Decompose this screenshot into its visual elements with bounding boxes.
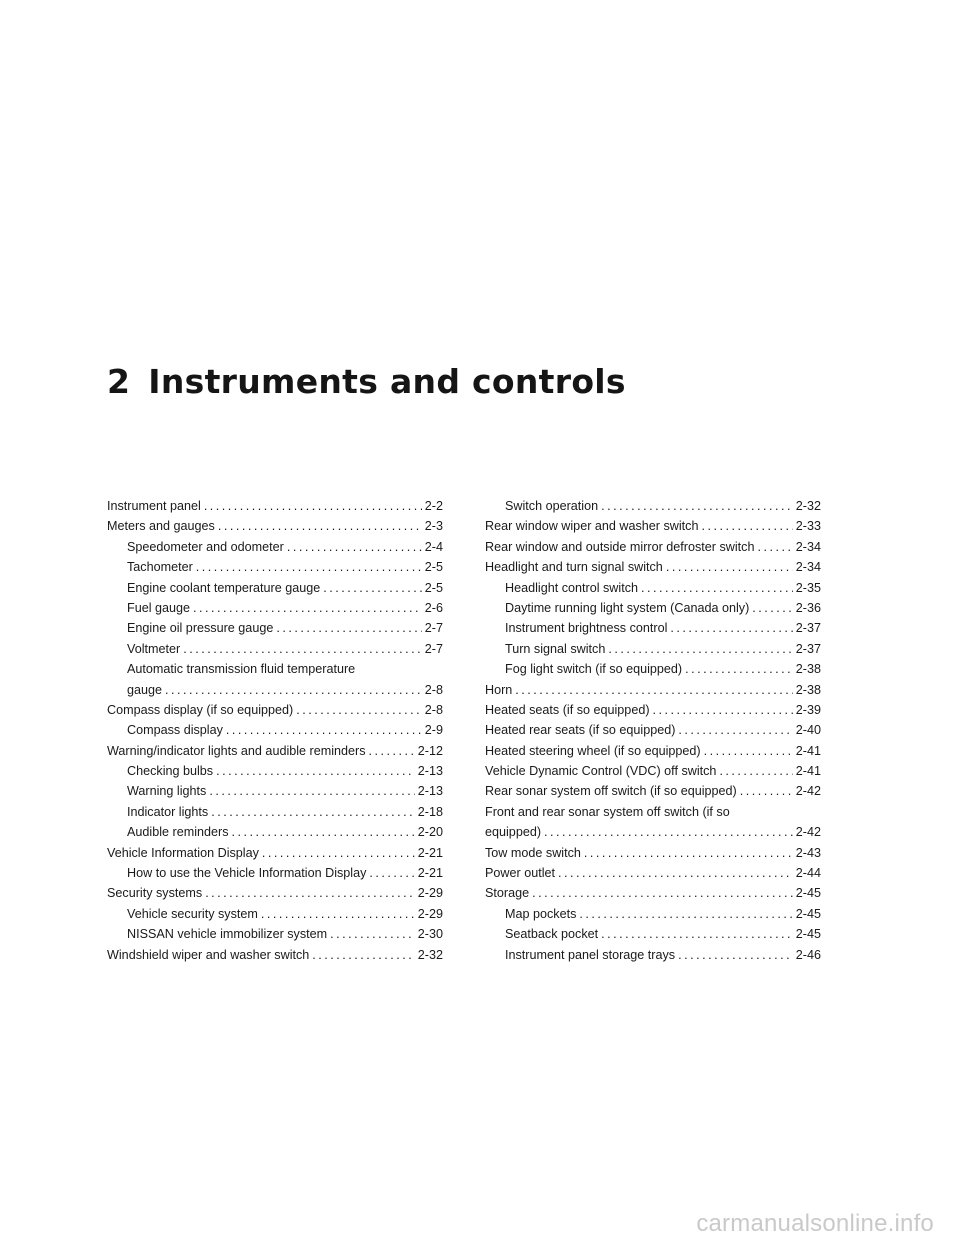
- toc-entry-label: Checking bulbs: [127, 764, 214, 779]
- toc-entry-page: 2-35: [795, 580, 821, 595]
- toc-leader-dots: [204, 496, 422, 516]
- toc-entry-page: 2-42: [795, 825, 821, 840]
- toc-entry-page: 2-2: [424, 499, 443, 513]
- toc-entry[interactable]: [485, 904, 821, 924]
- toc-entry-continued-line: Front and rear sonar system off switch (if so: [485, 804, 730, 819]
- toc-entry[interactable]: [107, 496, 443, 516]
- toc-entry-label: Fog light switch (if so equipped): [505, 662, 683, 677]
- toc-entry[interactable]: [107, 843, 443, 863]
- toc-entry-label: Compass display: [127, 723, 223, 738]
- toc-leader-dots: [704, 741, 793, 761]
- toc-leader-dots: [532, 883, 793, 903]
- toc-entry[interactable]: [485, 883, 821, 903]
- toc-entry-label: Compass display (if so equipped): [107, 702, 294, 717]
- watermark: carmanualsonline.info: [696, 1210, 934, 1237]
- toc-entry-page: 2-7: [424, 641, 443, 656]
- toc-leader-dots: [205, 883, 415, 903]
- chapter-number: 2: [107, 362, 131, 401]
- toc-entry[interactable]: [107, 557, 443, 577]
- toc-entry[interactable]: [485, 843, 821, 863]
- toc-entry-page: 2-42: [795, 784, 821, 799]
- toc-entry[interactable]: [485, 761, 821, 781]
- toc-entry-label: Rear window and outside mirror defroster switch: [485, 539, 755, 554]
- toc-entry[interactable]: [107, 680, 443, 700]
- toc-entry-page: 2-33: [795, 519, 821, 534]
- toc-entry-label: Power outlet: [485, 866, 556, 881]
- toc-leader-dots: [218, 516, 422, 536]
- toc-entry[interactable]: [485, 537, 821, 557]
- toc-entry-label: Instrument panel storage trays: [505, 947, 676, 962]
- toc-entry-label: Speedometer and odometer: [127, 539, 284, 554]
- toc-entry[interactable]: [485, 720, 821, 740]
- toc-entry-page: 2-32: [795, 499, 821, 513]
- toc-entry[interactable]: [107, 720, 443, 740]
- toc-entry[interactable]: [485, 863, 821, 883]
- toc-entry[interactable]: [485, 598, 821, 618]
- toc-leader-dots: [515, 680, 792, 700]
- toc-entry-page: 2-13: [417, 764, 443, 779]
- toc-entry-page: 2-4: [424, 539, 443, 554]
- toc-entry-label: Security systems: [107, 886, 203, 901]
- toc-leader-dots: [653, 700, 793, 720]
- toc-leader-dots: [685, 659, 793, 679]
- toc-entry-label: Storage: [485, 886, 530, 901]
- toc-entry-label: Engine oil pressure gauge: [127, 621, 274, 636]
- toc-entry[interactable]: [485, 945, 821, 965]
- toc-entry-page: 2-32: [417, 947, 443, 962]
- toc-entry-page: 2-3: [424, 519, 443, 534]
- toc-leader-dots: [719, 761, 792, 781]
- toc-entry-page: 2-5: [424, 560, 443, 575]
- toc-entry[interactable]: [485, 496, 821, 516]
- toc-entry-label: Vehicle security system: [127, 906, 258, 921]
- toc-entry[interactable]: [107, 639, 443, 659]
- toc-entry-label: Tachometer: [127, 560, 193, 575]
- toc-entry-continued-line: Automatic transmission fluid temperature: [127, 662, 356, 677]
- toc-entry-label: Vehicle Information Display: [107, 845, 259, 860]
- toc-leader-dots: [369, 863, 414, 883]
- toc-entry[interactable]: [107, 802, 443, 822]
- toc-entry[interactable]: [107, 700, 443, 720]
- toc-leader-dots: [670, 618, 792, 638]
- toc-entry-page: 2-46: [795, 947, 821, 962]
- toc-entry-label: Turn signal switch: [505, 641, 606, 656]
- toc-entry-label: Audible reminders: [127, 825, 229, 840]
- toc-leader-dots: [262, 843, 415, 863]
- toc-leader-dots: [261, 904, 415, 924]
- toc-entry-label: Daytime running light system (Canada only): [505, 600, 750, 615]
- toc-leader-dots: [678, 945, 793, 965]
- toc-entry[interactable]: [485, 741, 821, 761]
- toc-leader-dots: [601, 924, 793, 944]
- toc-entry-page: 2-40: [795, 723, 821, 738]
- toc-entry[interactable]: [107, 761, 443, 781]
- toc-entry[interactable]: [485, 781, 821, 801]
- toc-entry-label: Instrument panel: [107, 499, 201, 513]
- toc-leader-dots: [330, 924, 415, 944]
- chapter-title: [107, 362, 626, 401]
- chapter-title-text: Instruments and controls: [148, 362, 626, 401]
- toc-entry-label: Warning/indicator lights and audible reminders: [107, 743, 366, 758]
- toc-entry-label: Instrument brightness control: [505, 621, 668, 636]
- toc-entry-page: 2-37: [795, 621, 821, 636]
- toc-entry[interactable]: [107, 822, 443, 842]
- toc-entry-label: Map pockets: [505, 906, 577, 921]
- toc-entry-label: Engine coolant temperature gauge: [127, 580, 321, 595]
- toc-entry[interactable]: [107, 598, 443, 618]
- toc-leader-dots: [287, 537, 422, 557]
- toc-entry[interactable]: [485, 659, 821, 679]
- toc-entry-page: 2-5: [424, 580, 443, 595]
- toc-entry-label: NISSAN vehicle immobilizer system: [127, 927, 328, 942]
- toc-entry-page: 2-8: [424, 682, 443, 697]
- toc-entry-page: 2-44: [795, 866, 821, 881]
- toc-entry-label: Fuel gauge: [127, 600, 191, 615]
- toc-leader-dots: [608, 639, 792, 659]
- toc-entry[interactable]: [107, 578, 443, 598]
- toc-entry-label: Heated steering wheel (if so equipped): [485, 743, 701, 758]
- toc-entry-page: 2-7: [424, 621, 443, 636]
- toc-entry[interactable]: [107, 781, 443, 801]
- toc-leader-dots: [702, 516, 793, 536]
- toc-leader-dots: [757, 537, 792, 557]
- toc-entry-label: How to use the Vehicle Information Display: [127, 866, 367, 881]
- toc-entry[interactable]: [485, 516, 821, 536]
- toc-leader-dots: [209, 781, 414, 801]
- toc-leader-dots: [544, 822, 793, 842]
- toc-leader-dots: [579, 904, 792, 924]
- toc-leader-dots: [232, 822, 415, 842]
- toc-entry-page: 2-30: [417, 927, 443, 942]
- toc-entry-label: Vehicle Dynamic Control (VDC) off switch: [485, 764, 717, 779]
- toc-entry-page: 2-8: [424, 702, 443, 717]
- toc-entry[interactable]: [107, 924, 443, 944]
- toc-entry-page: 2-9: [424, 723, 443, 738]
- toc-entry-label: Headlight control switch: [505, 580, 638, 595]
- toc-entry-label: gauge: [127, 682, 163, 697]
- toc-leader-dots: [296, 700, 422, 720]
- toc-leader-dots: [558, 863, 793, 883]
- toc-leader-dots: [323, 578, 422, 598]
- toc-entry-label: Switch operation: [505, 499, 599, 513]
- toc-entry[interactable]: [107, 516, 443, 536]
- toc-entry-page: 2-45: [795, 906, 821, 921]
- toc-entry-page: 2-29: [417, 906, 443, 921]
- toc-leader-dots: [211, 802, 415, 822]
- toc-entry-page: 2-45: [795, 927, 821, 942]
- toc-entry-page: 2-6: [424, 600, 443, 615]
- toc-leader-dots: [165, 680, 422, 700]
- toc-entry-page: 2-12: [417, 743, 443, 758]
- toc-entry-label: Tow mode switch: [485, 845, 581, 860]
- toc-leader-dots: [601, 496, 793, 516]
- toc-leader-dots: [193, 598, 422, 618]
- toc-entry-page: 2-43: [795, 845, 821, 860]
- toc-leader-dots: [226, 720, 422, 740]
- toc-column-left: [107, 496, 443, 965]
- toc-entry-label: Headlight and turn signal switch: [485, 560, 663, 575]
- toc-entry-page: 2-20: [417, 825, 443, 840]
- toc-entry-page: 2-45: [795, 886, 821, 901]
- toc-entry-page: 2-39: [795, 702, 821, 717]
- toc-entry[interactable]: [485, 557, 821, 577]
- toc-entry-page: 2-21: [417, 845, 443, 860]
- toc-entry-label: Seatback pocket: [505, 927, 599, 942]
- toc-leader-dots: [183, 639, 422, 659]
- toc-entry[interactable]: [107, 904, 443, 924]
- toc-entry[interactable]: [107, 741, 443, 761]
- toc-entry-page: 2-18: [417, 804, 443, 819]
- toc-leader-dots: [369, 741, 415, 761]
- toc-entry-label: Heated seats (if so equipped): [485, 702, 650, 717]
- toc-entry[interactable]: [107, 618, 443, 638]
- toc-entry-page: 2-34: [795, 539, 821, 554]
- toc-leader-dots: [641, 578, 793, 598]
- toc-entry-label: Warning lights: [127, 784, 207, 799]
- toc-leader-dots: [666, 557, 793, 577]
- toc-entry-label: Heated rear seats (if so equipped): [485, 723, 676, 738]
- toc-entry[interactable]: [107, 945, 443, 965]
- toc-entry[interactable]: [485, 618, 821, 638]
- toc-entry-label: Rear window wiper and washer switch: [485, 519, 699, 534]
- toc-entry-page: 2-41: [795, 764, 821, 779]
- toc-entry-page: 2-34: [795, 560, 821, 575]
- toc-entry-label: equipped): [485, 825, 542, 840]
- toc-entry[interactable]: [485, 578, 821, 598]
- toc-entry-label: Meters and gauges: [107, 519, 215, 534]
- toc-entry-label: Rear sonar system off switch (if so equipped): [485, 784, 737, 799]
- toc-entry[interactable]: [107, 883, 443, 903]
- toc-entry-label: Windshield wiper and washer switch: [107, 947, 310, 962]
- toc-entry-label: Horn: [485, 682, 513, 697]
- toc-entry[interactable]: [485, 680, 821, 700]
- toc-entry-page: 2-29: [417, 886, 443, 901]
- toc-entry-page: 2-38: [795, 682, 821, 697]
- toc-leader-dots: [584, 843, 793, 863]
- toc-leader-dots: [276, 618, 421, 638]
- toc-entry[interactable]: [485, 822, 821, 842]
- toc-leader-dots: [216, 761, 415, 781]
- toc-entry-page: 2-21: [417, 866, 443, 881]
- toc-entry-page: 2-36: [795, 600, 821, 615]
- toc-entry[interactable]: [485, 639, 821, 659]
- toc-entry-label: Voltmeter: [127, 641, 181, 656]
- toc-entry-page: 2-13: [417, 784, 443, 799]
- toc-leader-dots: [678, 720, 792, 740]
- toc-entry-page: 2-38: [795, 662, 821, 677]
- toc-entry[interactable]: [485, 700, 821, 720]
- toc-entry-label: Indicator lights: [127, 804, 209, 819]
- toc-entry-page: 2-41: [795, 743, 821, 758]
- toc-leader-dots: [740, 781, 793, 801]
- toc-leader-dots: [752, 598, 792, 618]
- toc-entry[interactable]: [485, 924, 821, 944]
- toc-column-right: [485, 496, 821, 965]
- toc-entry[interactable]: [107, 863, 443, 883]
- toc-entry[interactable]: [107, 537, 443, 557]
- toc-entry-page: 2-37: [795, 641, 821, 656]
- toc-leader-dots: [312, 945, 414, 965]
- toc-leader-dots: [196, 557, 422, 577]
